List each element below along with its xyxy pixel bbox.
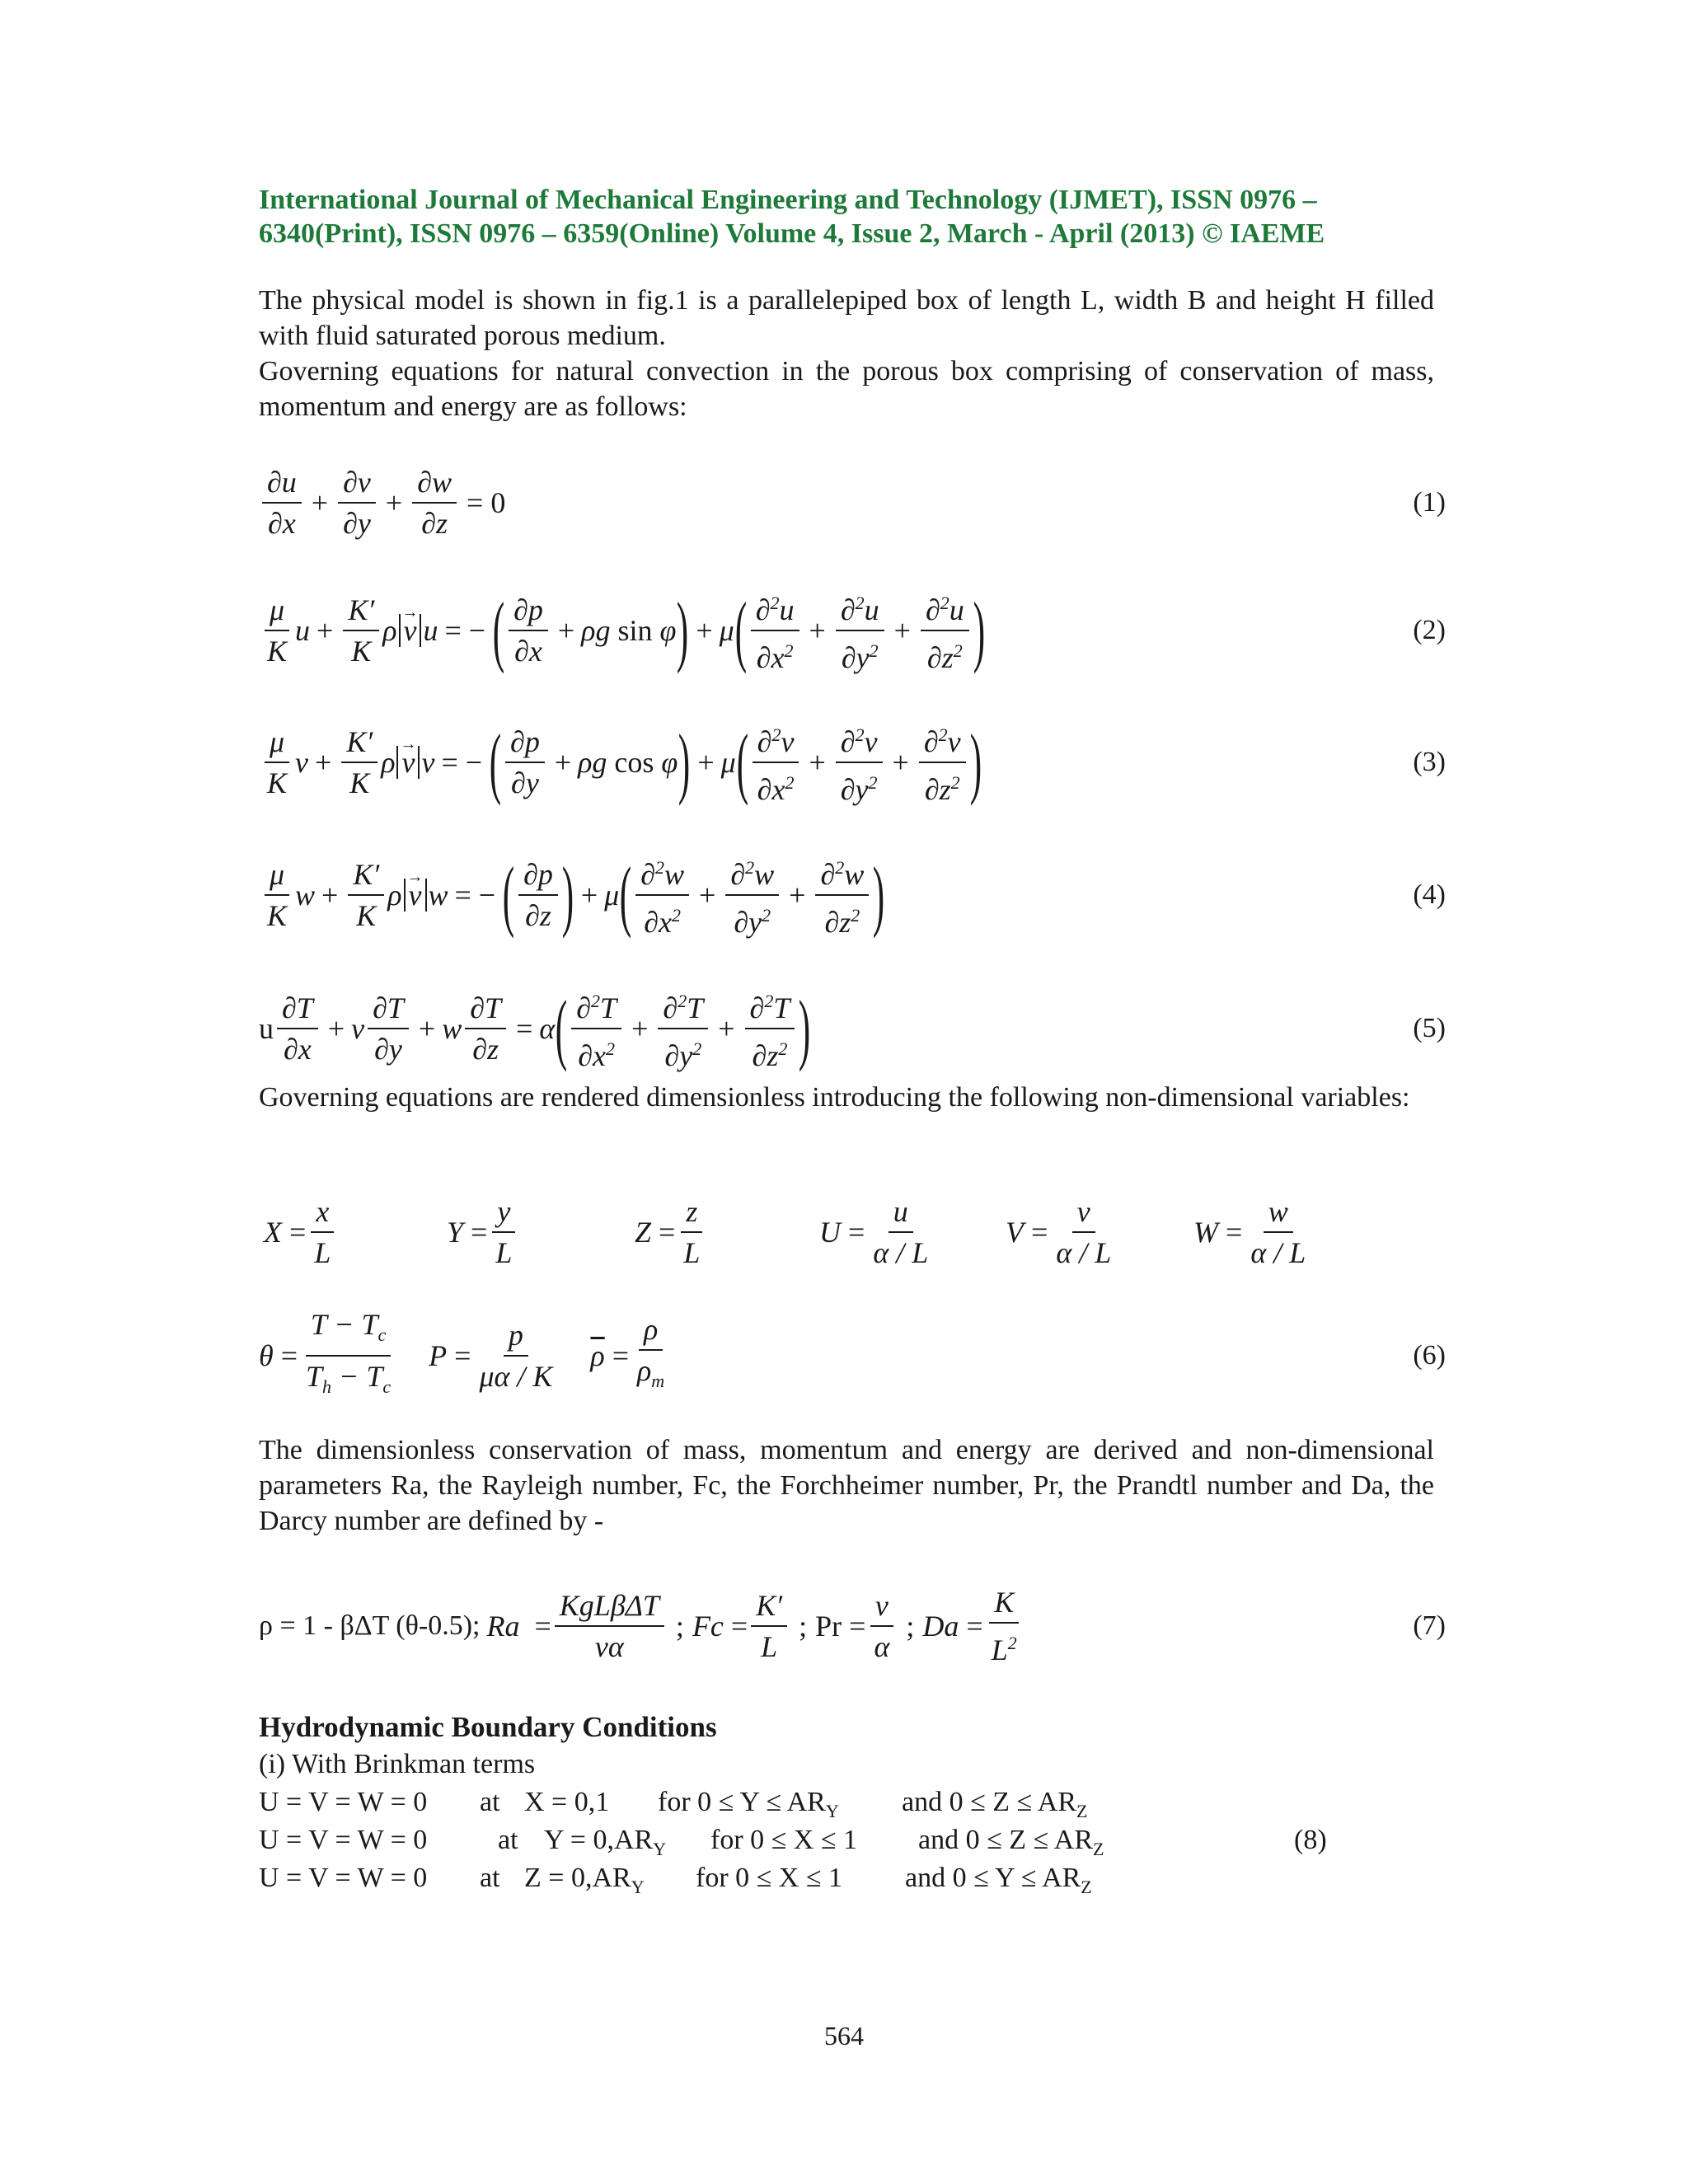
bc-row: U = V = W = 0 at X = 0,1 for $0 \le Y \le AR_Y$ and $0 \le Z \le AR_Z$ <box>259 1787 1088 1821</box>
boundary-conditions <box>259 1746 1446 1897</box>
equation-2: $\frac{\mu}{K}$ u + $\frac{K'}{K}$ ρ → v u = − ( $\frac{\partial p}{\partial x}$ + ρg sin φ ) + μ ( $\frac{\partial^2u}{\partial x^2}$ + $\frac{\partial^2u}{\partial y^2}$ + $\frac{\partial^2u}{\partial z^2}$ ) (2) <box>259 589 1446 672</box>
intro-p2: Governing equations for natural convection in the porous box comprising of conservation of mass, momentum and energy are as follows: <box>259 356 1434 422</box>
intro-paragraph <box>259 283 1434 424</box>
header-line-2: 6340(Print), ISSN 0976 – 6359(Online) Volume 4, Issue 2, March - April (2013) © IAEME <box>259 218 1325 249</box>
dimensionless-intro: Governing equations are rendered dimensionless introducing the following non-dimensional variables: <box>259 1082 1410 1113</box>
bc-subheading: (i) With Brinkman terms <box>259 1749 536 1779</box>
eq2-number: (2) <box>1413 615 1446 645</box>
equation-3: $\frac{\mu}{K}$ v + $\frac{K'}{K}$ ρ → v v = − ( $\frac{\partial p}{\partial y}$ + ρg cos φ ) + μ ( $\frac{\partial^2v}{\partial x^2}$ + $\frac{\partial^2v}{\partial y^2}$ + $\frac{\partial^2v}{\partial z^2}$ ) (3) <box>259 721 1446 804</box>
bc-row: U = V = W = 0 at $Y = 0,AR_Y$ for 0 ≤ X ≤ 1 and $0 \le Z \le AR_Z$ (8) <box>259 1821 1446 1859</box>
eq3-number: (3) <box>1413 747 1446 777</box>
eq7-density: ρ = 1 - βΔT (θ-0.5); <box>259 1610 481 1641</box>
header-line-1: International Journal of Mechanical Engineering and Technology (IJMET), ISSN 0976 – <box>259 185 1317 215</box>
eq7-number: (7) <box>1413 1610 1446 1641</box>
eq5-number: (5) <box>1413 1013 1446 1043</box>
intro-p1: The physical model is shown in fig.1 is a parallelepiped box of length L, width B and height H filled with fluid saturated porous medium. <box>259 285 1434 351</box>
equation-1: $\frac{\partial u}{\partial x}$ + $\frac{\partial v}{\partial y}$ + $\frac{\partial w}{\partial z}$ = 0 (1) <box>259 462 1446 544</box>
bc-row: U = V = W = 0 at $Z = 0,AR_Y$ for 0 ≤ X ≤ 1 and $0 \le Y \le AR_Z$ <box>259 1863 1092 1897</box>
equation-6: θ = $\frac{T - T_c}{T_h - T_c}$ P = $\frac{p}{\mu\alpha / K}$ $\overline{\rho}$ = $\frac{\rho}{\rho_m}$ (6) <box>259 1307 1446 1398</box>
eq8-number: (8) <box>1294 1825 1327 1855</box>
eq1-number: (1) <box>1413 487 1446 518</box>
equation-5: u $\frac{\partial T}{\partial x}$ + v $\frac{\partial T}{\partial y}$ + w $\frac{\partial T}{\partial z}$ = α ( $\frac{\partial^2T}{\partial x^2}$ + $\frac{\partial^2T}{\partial y^2}$ + $\frac{\partial^2T}{\partial z^2}$ ) (5) <box>259 984 1446 1072</box>
section-heading: Hydrodynamic Boundary Conditions <box>259 1711 717 1743</box>
equation-4: $\frac{\mu}{K}$ w + $\frac{K'}{K}$ ρ → v w = − ( $\frac{\partial p}{\partial z}$ ) + μ ( $\frac{\partial^2w}{\partial x^2}$ + $\frac{\partial^2w}{\partial y^2}$ + $\frac{\partial^2w}{\partial z^2}$ ) (4) <box>259 854 1446 936</box>
nondimensional-variables: X = $\frac{x}{L}$ Y = $\frac{y}{L}$ Z = $\frac{z}{L}$ U = $\frac{u}{\alpha / L}$ V = $\frac{v}{\alpha / L}$ W = $\frac{w}{\alpha / L}$ <box>264 1195 1306 1269</box>
parameters-paragraph: The dimensionless conservation of mass, momentum and energy are derived and non-dimensional parameters Ra, the Rayleigh number, Fc, the Forchheimer number, Pr, the Prandtl number and Da, the Darcy number are defined by - <box>259 1435 1434 1536</box>
page-number: 564 <box>824 2021 864 2050</box>
eq4-number: (4) <box>1413 879 1446 910</box>
journal-header <box>259 183 1434 251</box>
eq6-number: (6) <box>1413 1340 1446 1371</box>
equation-7: ρ = 1 - βΔT (θ-0.5); Ra = $\frac{\text{KgLβΔT}}{\nu\alpha}$ ; Fc = $\frac{K'}{L}$ ; Pr = $\frac{\nu}{\alpha}$ ; Da = $\frac{K}{L^2}$ (7) <box>259 1586 1446 1666</box>
